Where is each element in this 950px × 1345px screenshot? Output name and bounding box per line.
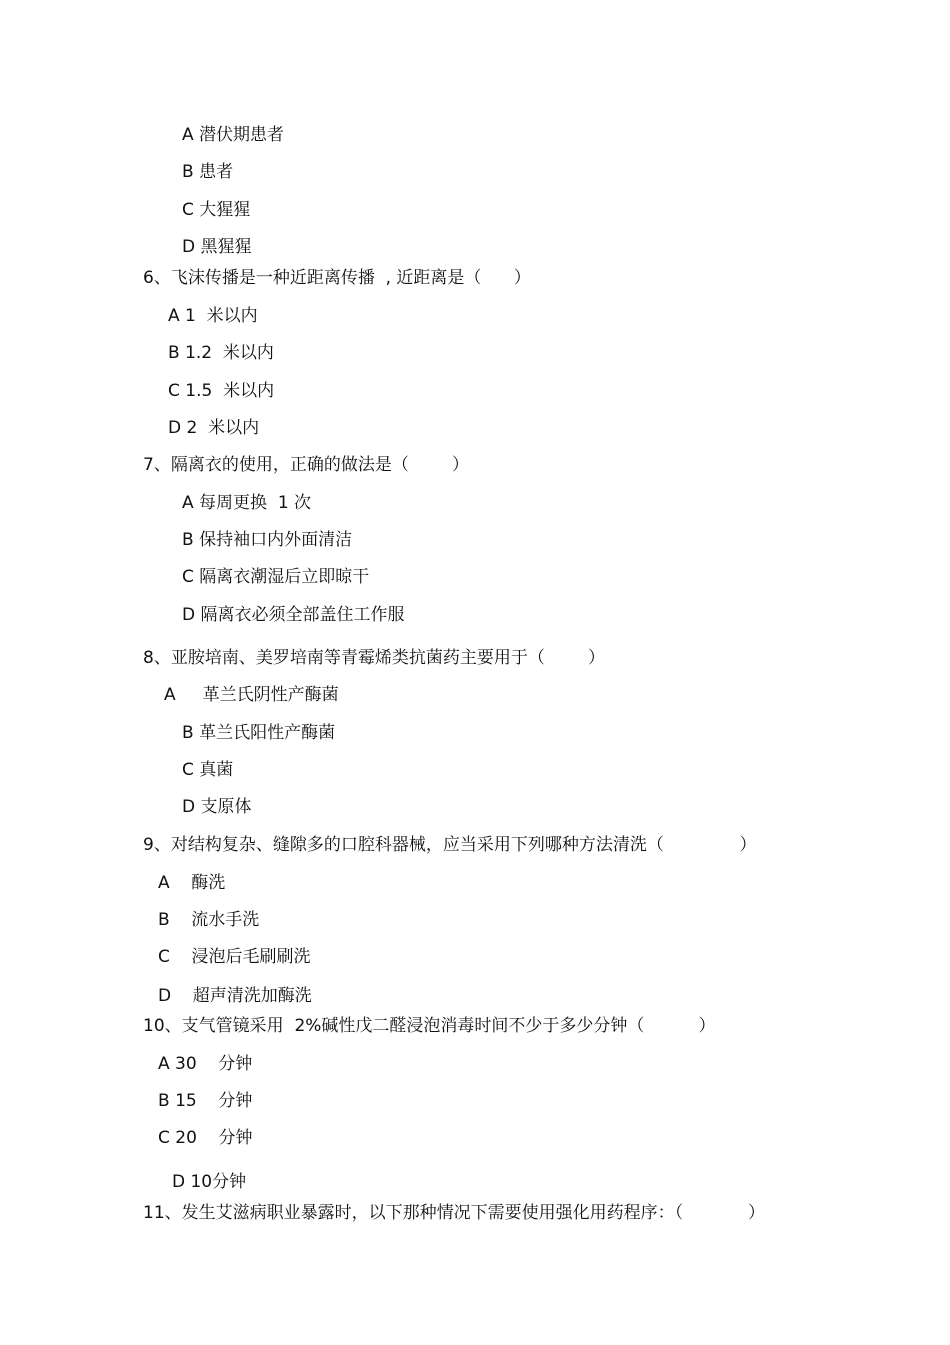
q9-option-a: A 酶洗: [158, 873, 226, 893]
q10-option-c: C 20 分钟: [158, 1128, 253, 1148]
q9-option-d: D 超声清洗加酶洗: [158, 986, 312, 1006]
q7-option-b: B 保持袖口内外面清洁: [182, 530, 353, 550]
q8-stem: 8、亚胺培南、美罗培南等青霉烯类抗菌药主要用于（ ）: [143, 648, 606, 668]
q8-option-d: D 支原体: [182, 797, 252, 817]
q10-option-a: A 30 分钟: [158, 1054, 253, 1074]
q7-stem: 7、隔离衣的使用，正确的做法是（ ）: [143, 455, 470, 475]
q5-option-a: A 潜伏期患者: [182, 125, 285, 145]
q6-option-b: B 1.2 米以内: [168, 343, 274, 363]
q7-option-a: A 每周更换 1 次: [182, 493, 312, 513]
q9-option-b: B 流水手洗: [158, 910, 260, 930]
q11-stem: 11、发生艾滋病职业暴露时，以下那种情况下需要使用强化用药程序：（ ）: [143, 1203, 765, 1223]
q6-option-d: D 2 米以内: [168, 418, 260, 438]
q8-option-a: A 革兰氏阴性产酶菌: [164, 685, 339, 705]
q5-option-b: B 患者: [182, 162, 234, 182]
q5-option-c: C 大猩猩: [182, 200, 251, 220]
q8-option-b: B 革兰氏阳性产酶菌: [182, 723, 336, 743]
q9-stem: 9、对结构复杂、缝隙多的口腔科器械，应当采用下列哪种方法清洗（ ）: [143, 835, 757, 855]
q7-option-d: D 隔离衣必须全部盖住工作服: [182, 605, 405, 625]
q6-stem: 6、飞沫传播是一种近距离传播 , 近距离是（ ）: [143, 268, 531, 288]
q8-option-c: C 真菌: [182, 760, 234, 780]
q6-option-c: C 1.5 米以内: [168, 381, 275, 401]
q10-option-d: D 10分钟: [172, 1172, 247, 1192]
q10-option-b: B 15 分钟: [158, 1091, 253, 1111]
q6-option-a: A 1 米以内: [168, 306, 258, 326]
q5-option-d: D 黑猩猩: [182, 237, 252, 257]
q10-stem: 10、支气管镜采用 2%碱性戊二醛浸泡消毒时间不少于多少分钟（ ）: [143, 1016, 716, 1036]
q9-option-c: C 浸泡后毛刷刷洗: [158, 947, 311, 967]
q7-option-c: C 隔离衣潮湿后立即晾干: [182, 567, 370, 587]
